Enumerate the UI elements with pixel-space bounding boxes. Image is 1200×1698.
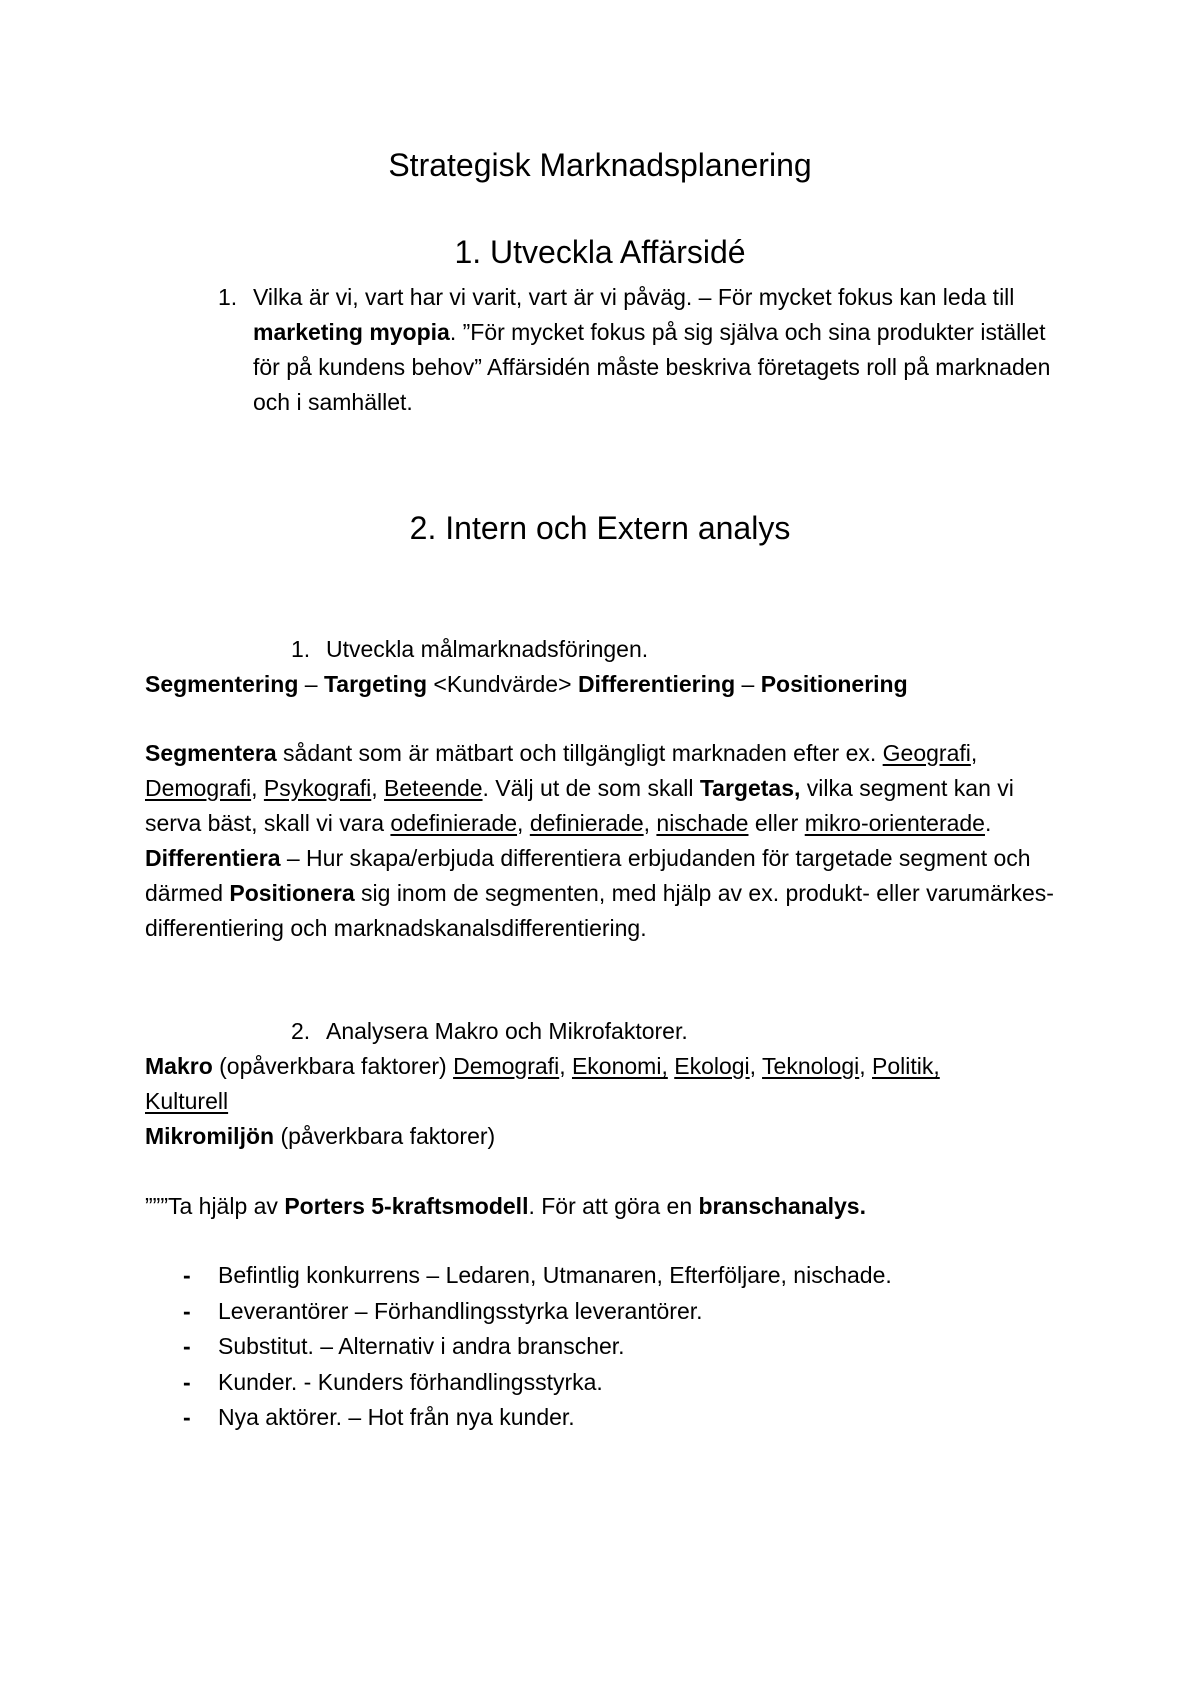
segmentation-paragraph: Segmentera sådant som är mätbart och tillgängligt marknaden efter ex. Geografi, Demografi, Psykografi, Beteende. Välj ut de som skall Targetas, vilka segment kan vi serva bäst, skall vi vara odefinierade, definierade, nischade eller mikro-orienterade. Differentiera – Hur skapa/erbjuda differentiera erbjudanden för targetade segment och därmed Positionera sig inom de segmenten, med hjälp av ex. produkt- eller varumärkes-differentiering och marknadskanalsdifferentiering. (145, 740, 1054, 941)
porter-forces-list (183, 1258, 1083, 1436)
list-item: - Kunder. - Kunders förhandlingsstyrka. (183, 1368, 603, 1395)
list-item: - Nya aktörer. – Hot från nya kunder. (183, 1404, 575, 1431)
list-item: - Substitut. – Alternativ i andra branscher. (183, 1333, 625, 1360)
subsection-2-label: Analysera Makro och Mikrofaktorer. (326, 1018, 688, 1044)
subsection-1-number: 1. (291, 636, 311, 662)
subsection-1-label: Utveckla målmarknadsföringen. (326, 636, 649, 662)
list-item: - Befintlig konkurrens – Ledaren, Utmanaren, Efterföljare, nischade. (183, 1262, 892, 1288)
makro-paragraph: Makro (opåverkbara faktorer) Demografi, Ekonomi, Ekologi, Teknologi, Politik, Kulturell (145, 1053, 940, 1114)
section-1-item-number: 1. (218, 284, 238, 310)
list-item: - Leverantörer – Förhandlingsstyrka leverantörer. (183, 1297, 703, 1324)
subsection-2-number: 2. (291, 1018, 311, 1044)
section-1-heading: 1. Utveckla Affärsidé (454, 234, 746, 270)
stp-line: Segmentering – Targeting <Kundvärde> Differentiering – Positionering (145, 671, 908, 697)
porter-paragraph: ”””Ta hjälp av Porters 5-kraftsmodell. För att göra en branschanalys. (145, 1193, 866, 1219)
mikro-paragraph: Mikromiljön (påverkbara faktorer) (145, 1123, 496, 1149)
section-2-heading: 2. Intern och Extern analys (409, 510, 791, 546)
section-1-item-text: Vilka är vi, vart har vi varit, vart är vi påväg. – För mycket fokus kan leda till marketing myopia. ”För mycket fokus på sig själva och sina produkter istället för på kundens behov” Affärsidén måste beskriva företagets roll på marknaden och i samhället. (253, 284, 1051, 415)
marketing-myopia-term: marketing myopia (253, 319, 450, 345)
page-title: Strategisk Marknadsplanering (388, 147, 812, 183)
